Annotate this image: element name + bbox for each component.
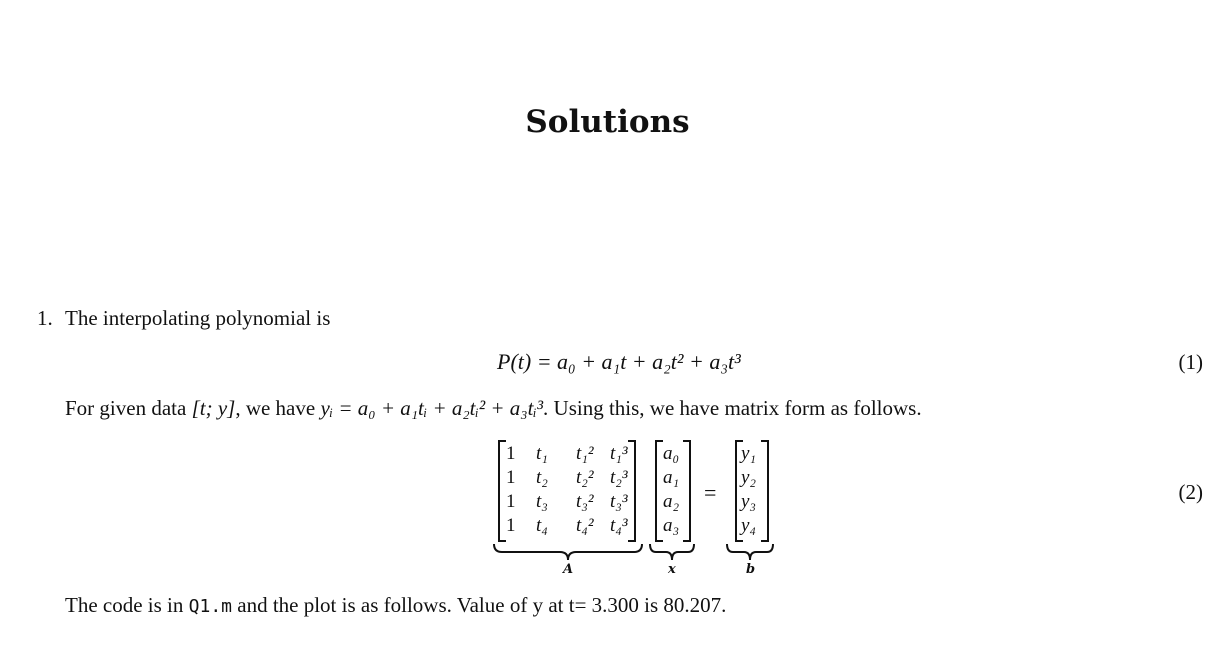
- matrix-A-cell: t₁²: [576, 443, 594, 464]
- code-paragraph: [65, 595, 726, 616]
- code-suffix: and the plot is as follows. Value of y at t= 3.300 is 80.207.: [232, 593, 727, 617]
- para-suffix: . Using this, we have matrix form as follows.: [543, 396, 922, 420]
- matrix-A-cell: t₃³: [610, 491, 628, 512]
- code-filename: Q1.m: [188, 596, 232, 617]
- vector-x-cell: a₀: [663, 443, 680, 464]
- vector-x-cell: a₂: [663, 491, 680, 512]
- matrix-A-cell: 1: [506, 467, 516, 488]
- equation-1-number: (1): [1178, 350, 1203, 374]
- matrix-A-cell: t₄: [536, 515, 548, 536]
- matrix-A-cell: t₄²: [576, 515, 594, 536]
- para-data-expr: [t; y]: [191, 396, 236, 420]
- matrix-A-cell: t₃: [536, 491, 548, 512]
- vector-b-cell: y₁: [741, 443, 757, 464]
- underbrace-A: [494, 544, 642, 560]
- para-middle: , we have: [235, 396, 321, 420]
- equation-2-number: (2): [1178, 480, 1203, 504]
- vector-b-cell: y₂: [741, 467, 757, 488]
- code-prefix: The code is in: [65, 593, 189, 617]
- matrix-A-cell: t₂: [536, 467, 548, 488]
- underbrace-x: [650, 544, 694, 560]
- eq1-expression: P(t) = a₀ + a₁t + a₂t² + a₃t³: [497, 349, 741, 374]
- vector-b-cell: y₄: [741, 515, 757, 536]
- para-prefix: For given data: [65, 396, 192, 420]
- matrix-A-cell: t₂³: [610, 467, 628, 488]
- vector-x-cell: a₃: [663, 515, 680, 536]
- underbrace-b: [727, 544, 773, 560]
- label-A: A: [563, 562, 574, 577]
- label-x: x: [668, 562, 676, 577]
- matrix-A-cell: 1: [506, 491, 516, 512]
- matrix-A-cell: t₁³: [610, 443, 628, 464]
- matrix-A-cell: 1: [506, 515, 516, 536]
- para-relation: yᵢ = a₀ + a₁tᵢ + a₂tᵢ² + a₃tᵢ³: [320, 396, 544, 420]
- item-number: 1.: [37, 306, 53, 330]
- intro-text: The interpolating polynomial is: [65, 306, 331, 330]
- vector-b-cell: y₃: [741, 491, 757, 512]
- matrix-A-cell: t₃²: [576, 491, 594, 512]
- vector-x-cell: a₁: [663, 467, 680, 488]
- page-title: Solutions: [525, 104, 690, 140]
- matrix-A-cell: t₁: [536, 443, 548, 464]
- equals-sign: =: [704, 480, 717, 505]
- matrix-A-cell: 1: [506, 443, 516, 464]
- matrix-A-cell: t₂²: [576, 467, 594, 488]
- matrix-A-cell: t₄³: [610, 515, 628, 536]
- label-b: b: [746, 562, 756, 577]
